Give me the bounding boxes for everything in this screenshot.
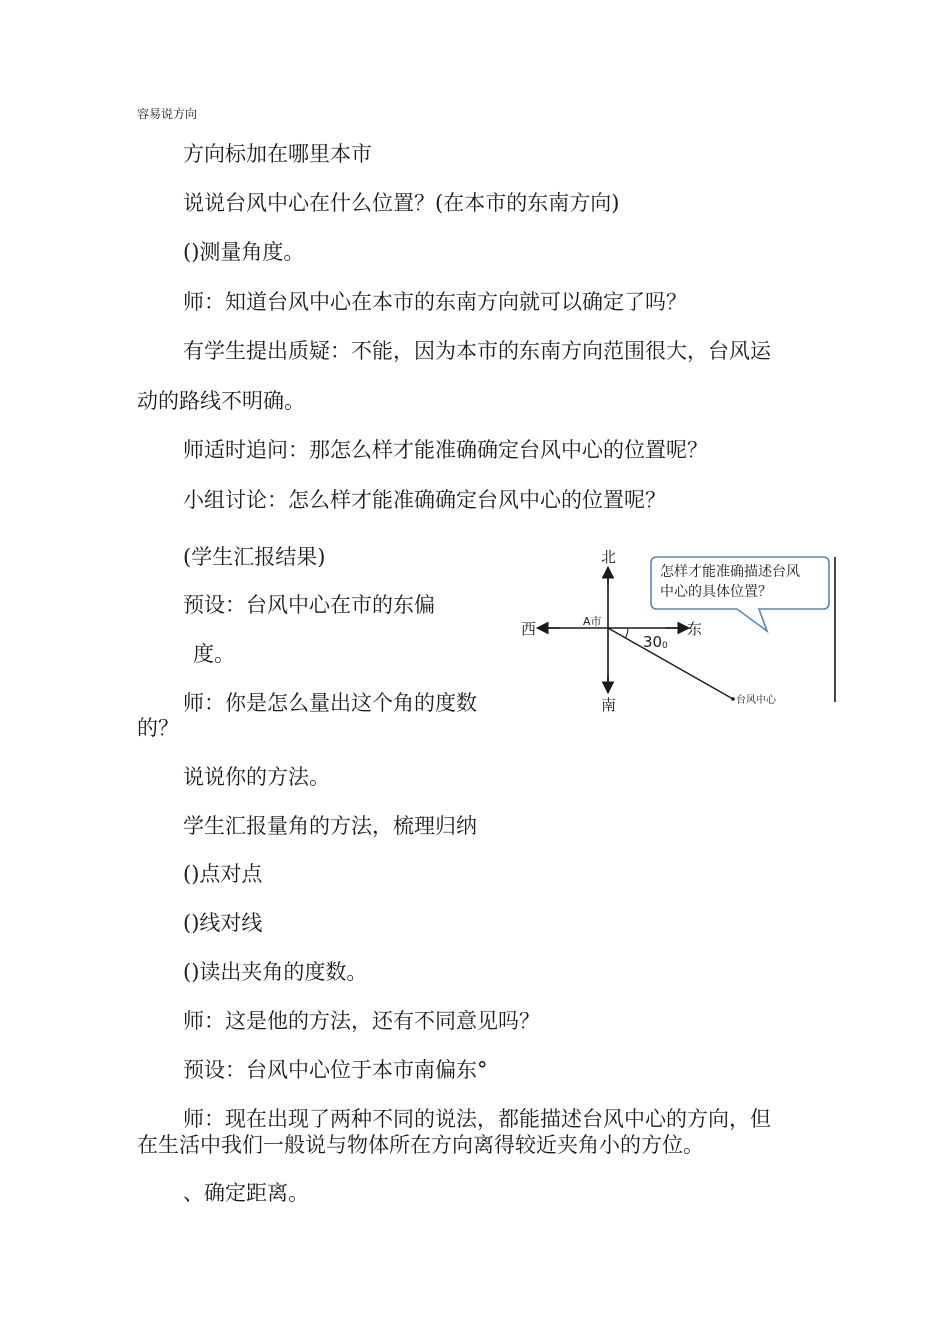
bubble-text-line-2: 中心的具体位置？ <box>660 584 772 600</box>
paragraph-10: 度。 <box>193 642 235 666</box>
north-label: 北 <box>601 548 617 566</box>
paragraph-17: 师：这是他的方法，还有不同意见吗？ <box>183 1009 540 1033</box>
south-label: 南 <box>601 696 617 714</box>
compass-diagram <box>515 545 845 715</box>
paragraph-19-line-1: 师：现在出现了两种不同的说法，都能描述台风中心的方向，但 <box>183 1107 771 1131</box>
paragraph-3: ()测量角度。 <box>183 240 305 264</box>
compass-diagram-svg <box>515 545 845 715</box>
angle-value-label: 30 <box>643 633 663 651</box>
paragraph-18: 预设：台风中心位于本市南偏东° <box>183 1058 488 1082</box>
page-header: 容易说方向 <box>137 107 198 121</box>
paragraph-9: 预设：台风中心在市的东偏 <box>183 593 435 617</box>
paragraph-1: 方向标加在哪里本市 <box>183 142 372 166</box>
paragraph-2: 说说台风中心在什么位置？(在本市的东南方向) <box>183 191 620 215</box>
east-label: 东 <box>687 620 703 638</box>
typhoon-point <box>731 697 735 701</box>
paragraph-15: ()线对线 <box>183 911 263 935</box>
paragraph-16: ()读出夹角的度数。 <box>183 960 368 984</box>
typhoon-direction-line <box>608 628 733 699</box>
bubble-text-line-1: 怎样才能准确描述台风 <box>660 564 800 580</box>
paragraph-5-line-1: 有学生提出质疑：不能，因为本市的东南方向范围很大，台风运 <box>183 339 771 363</box>
paragraph-14: ()点对点 <box>183 862 263 886</box>
center-label: A市 <box>583 615 602 628</box>
angle-arc <box>626 628 628 638</box>
typhoon-label: 台风中心 <box>736 695 776 706</box>
paragraph-5-line-2: 动的路线不明确。 <box>137 389 305 413</box>
paragraph-13: 学生汇报量角的方法，梳理归纳 <box>183 814 477 838</box>
paragraph-19-line-2: 在生活中我们一般说与物体所在方向离得较近夹角小的方位。 <box>137 1133 704 1157</box>
paragraph-20: 、确定距离。 <box>183 1181 309 1205</box>
paragraph-8: (学生汇报结果) <box>183 545 326 569</box>
angle-unit-label: 0 <box>662 641 668 651</box>
paragraph-7: 小组讨论：怎么样才能准确确定台风中心的位置呢？ <box>183 488 666 512</box>
west-label: 西 <box>521 620 537 638</box>
paragraph-12: 说说你的方法。 <box>183 765 330 789</box>
paragraph-4: 师：知道台风中心在本市的东南方向就可以确定了吗？ <box>183 290 687 314</box>
paragraph-11-line-1: 师：你是怎么量出这个角的度数 <box>183 691 477 715</box>
paragraph-6: 师适时追问：那怎么样才能准确确定台风中心的位置呢？ <box>183 438 708 462</box>
paragraph-11-line-2: 的？ <box>137 716 179 740</box>
